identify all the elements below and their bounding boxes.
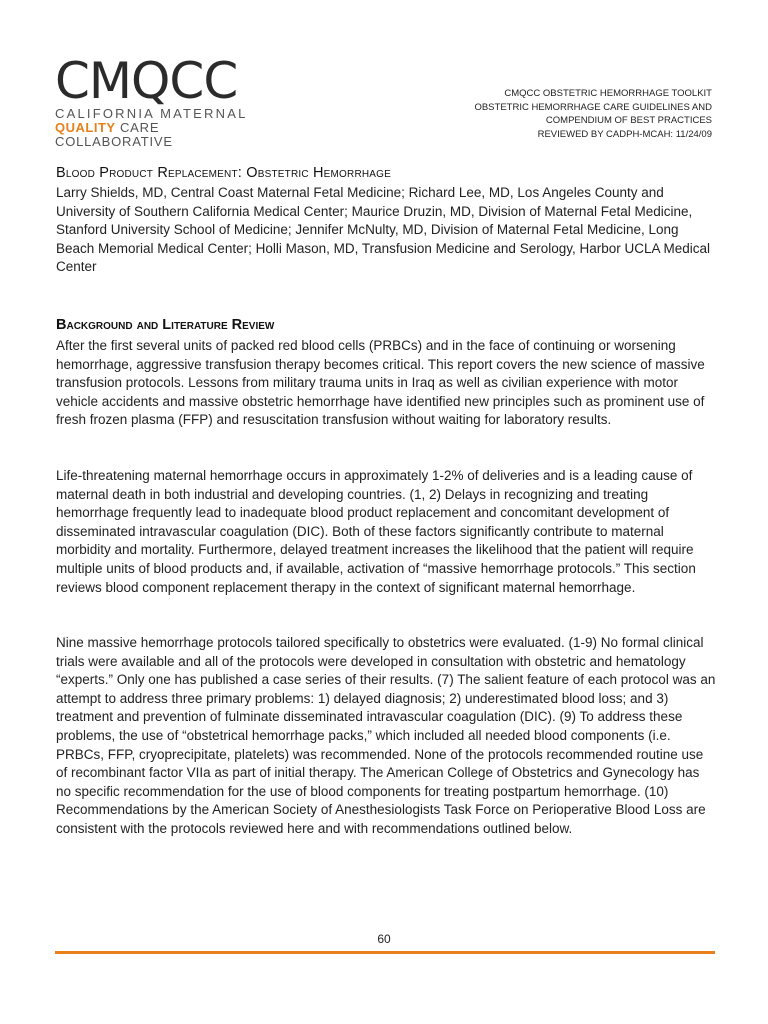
logo-wordmark: CMQCC: [55, 52, 238, 110]
header-line: REVIEWED BY CADPH-MCAH: 11/24/09: [537, 128, 712, 140]
body-paragraph: Life-threatening maternal hemorrhage occurs in approximately 1-2% of deliveries and is a leading cause of maternal death in both industrial and developing countries. (1, 2) Delays in recognizing and treating hemorrhage frequently lead to inadequate blood product replacement and concomitant development of disseminated intravascular coagulation (DIC). Both of these factors significantly contribute to maternal morbidity and mortality. Furthermore, delayed treatment increases the likelihood that the patient will require multiple units of blood products and, if available, activation of “massive hemorrhage protocols.” This section reviews blood component replacement therapy in the context of significant maternal hemorrhage.: [56, 468, 696, 595]
page-number: 60: [377, 932, 391, 946]
header-line: CMQCC OBSTETRIC HEMORRHAGE TOOLKIT: [504, 88, 712, 99]
footer-divider: [55, 951, 715, 954]
authors-paragraph: Larry Shields, MD, Central Coast Maternal Fetal Medicine; Richard Lee, MD, Los Angeles County and University of Southern California Medical Center; Maurice Druzin, MD, Division of Maternal Fetal Medicine, Stanford University School of Medicine; Jennifer McNulty, MD, Division of Maternal Fetal Medicine, Long Beach Memorial Medical Center; Holli Mason, MD, Transfusion Medicine and Serology, Harbor UCLA Medical Center: [56, 185, 711, 275]
logo-subtitle-line1: CALIFORNIA MATERNAL: [55, 106, 248, 121]
logo-accent-word: QUALITY: [55, 120, 116, 135]
body-paragraph: Nine massive hemorrhage protocols tailored specifically to obstetrics were evaluated. (1-9) No formal clinical trials were available and all of the protocols were developed in consultation with obstetric and hematology “experts.” Only one has published a case series of their results. (7) The salient feature of each protocol was an attempt to address three primary problems: 1) delayed diagnosis; 2) underestimated blood loss; and 3) treatment and prevention of fulminate disseminated intravascular coagulation (DIC). (9) To address these problems, the use of “obstetrical hemorrhage packs,” which included all needed blood components (i.e. PRBCs, FFP, cryoprecipitate, platelets) was recommended. None of the protocols recommended routine use of recombinant factor VIIa as part of initial therapy. The American College of Obstetrics and Gynecology has no specific recommendation for the use of blood components for treating postpartum hemorrhage. (10) Recommendations by the American Society of Anesthesiologists Task Force on Perioperative Blood Loss are consistent with the protocols reviewed here and with recommendations outlined below.: [56, 635, 716, 836]
header-line: COMPENDIUM OF BEST PRACTICES: [545, 115, 712, 126]
page-title: Blood Product Replacement: Obstetric Hemorrhage: [56, 165, 392, 181]
section-heading: Background and Literature Review: [56, 317, 275, 333]
header-line: OBSTETRIC HEMORRHAGE CARE GUIDELINES AND: [474, 101, 712, 113]
cmqcc-logo: [55, 52, 255, 149]
document-header-info: [474, 87, 712, 141]
logo-subtitle-line2: [55, 121, 255, 149]
body-paragraph: After the first several units of packed red blood cells (PRBCs) and in the face of continuing or worsening hemorrhage, aggressive transfusion therapy becomes critical. This report covers the new science of massive transfusion protocols. Lessons from military trauma units in Iraq as well as civilian experience with motor vehicle accidents and massive obstetric hemorrhage have identified new principles such as prominent use of fresh frozen plasma (FFP) and resuscitation transfusion without waiting for laboratory results.: [56, 338, 705, 428]
logo-line2-rest: CARE COLLABORATIVE: [55, 120, 173, 149]
